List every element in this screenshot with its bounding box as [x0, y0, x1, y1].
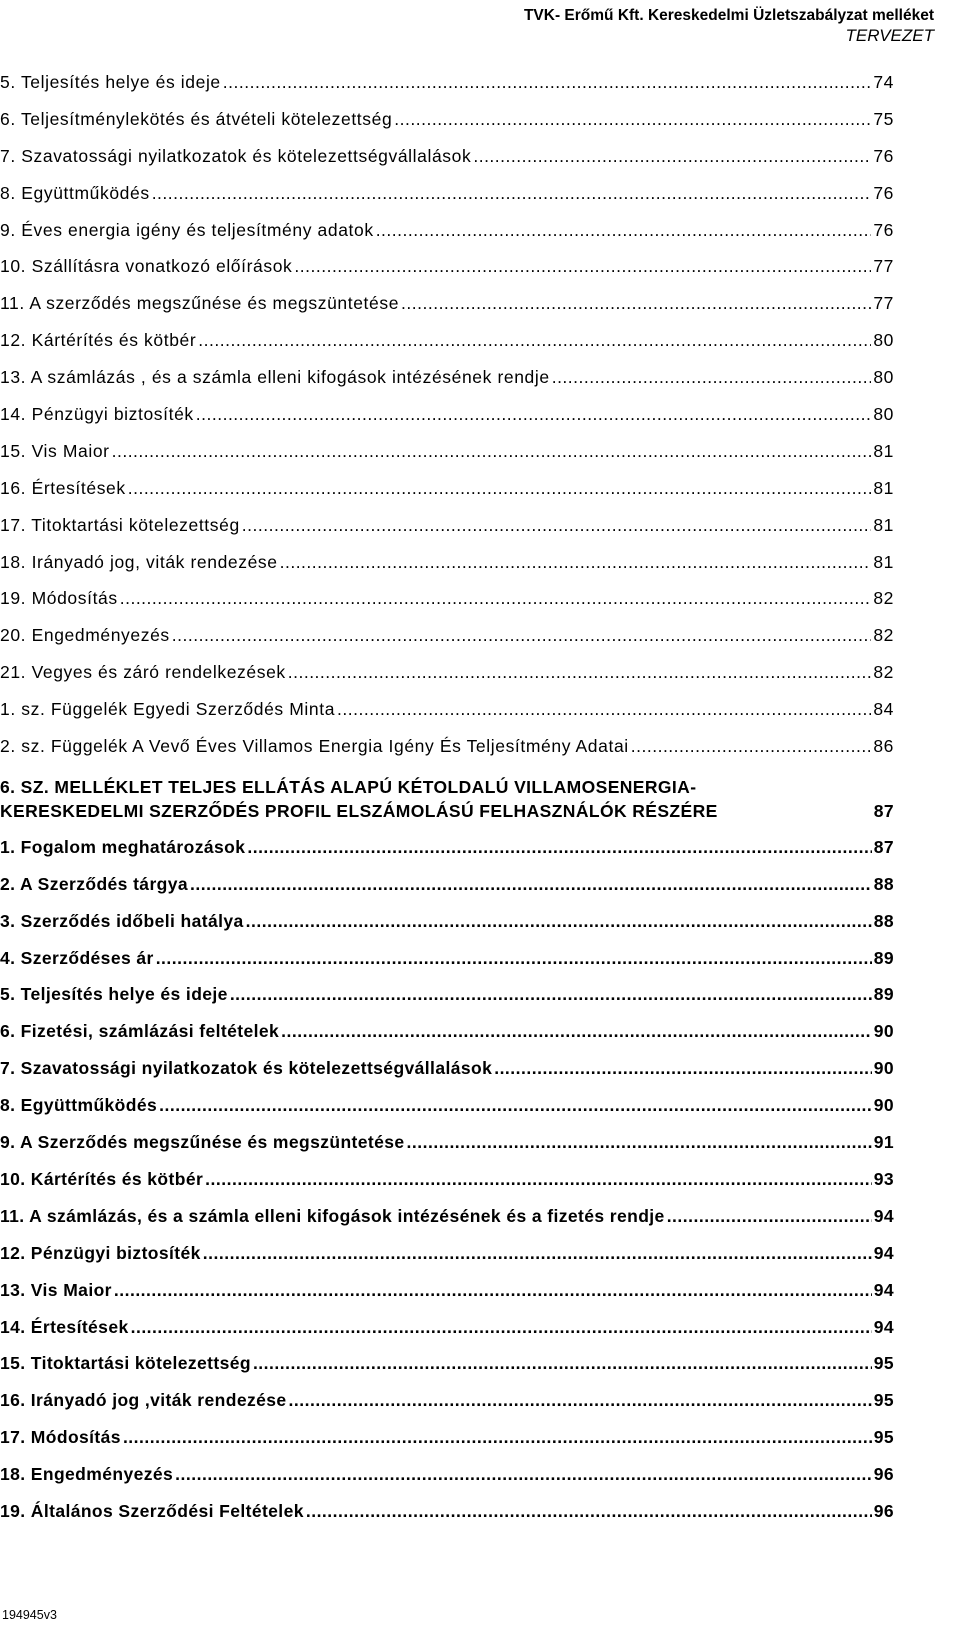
toc-entry-title: 19. Általános Szerződési Feltételek	[0, 1500, 304, 1521]
dot-leader	[159, 1095, 872, 1116]
dot-leader	[552, 367, 872, 388]
dot-leader	[131, 1317, 872, 1338]
toc-entry-title: 4. Szerződéses ár	[0, 947, 154, 968]
toc-entry-title: 5. Teljesítés helye és ideje	[0, 984, 228, 1005]
toc-entry-title: 18. Engedményezés	[0, 1464, 174, 1485]
toc-entry-page: 80	[873, 367, 894, 388]
dot-leader	[120, 588, 872, 609]
table-of-contents	[0, 72, 894, 1538]
dot-leader	[190, 874, 872, 895]
toc-entry[interactable]	[0, 1206, 894, 1243]
toc-entry-page: 82	[873, 625, 894, 646]
toc-entry[interactable]	[0, 1390, 894, 1427]
dot-leader	[294, 256, 871, 277]
toc-entry-title: 7. Szavatossági nyilatkozatok és kötelezettségvállalások	[0, 145, 472, 166]
toc-entry-page: 94	[873, 1316, 894, 1337]
toc-entry[interactable]	[0, 293, 894, 330]
dot-leader	[196, 404, 872, 425]
toc-entry-title: 14. Értesítések	[0, 1316, 129, 1337]
toc-entry-title: 6. Fizetési, számlázási feltételek	[0, 1021, 280, 1042]
toc-entry-title: 1. Fogalom meghatározások	[0, 836, 246, 857]
dot-leader	[198, 330, 871, 351]
toc-entry-page: 89	[873, 947, 894, 968]
toc-entry-title: 18. Irányadó jog, viták rendezése	[0, 551, 278, 572]
toc-entry-title: 2. sz. Függelék A Vevő Éves Villamos Energia Igény És Teljesítmény Adatai	[0, 736, 629, 757]
toc-entry-title: 6. Teljesítménylekötés és átvételi kötelezettség	[0, 108, 393, 129]
toc-entry-page: 94	[873, 1279, 894, 1300]
toc-entry[interactable]	[0, 146, 894, 183]
toc-entry-title: 13. A számlázás , és a számla elleni kifogások intézésének rendje	[0, 367, 550, 388]
dot-leader	[289, 1390, 872, 1411]
toc-entry-page: 74	[873, 72, 894, 92]
dot-leader	[246, 911, 872, 932]
toc-entry-page: 84	[873, 699, 894, 720]
toc-section-b	[0, 837, 894, 1538]
dot-leader	[128, 478, 872, 499]
toc-entry[interactable]	[0, 109, 894, 146]
dot-leader	[152, 183, 872, 204]
toc-entry-title: 15. Vis Maior	[0, 440, 110, 461]
toc-entry-title: 1. sz. Függelék Egyedi Szerződés Minta	[0, 699, 336, 720]
toc-entry-page: 77	[873, 293, 894, 314]
toc-entry[interactable]	[0, 1095, 894, 1132]
toc-entry[interactable]	[0, 1021, 894, 1058]
dot-leader	[280, 552, 872, 573]
toc-entry-title: 2. A Szerződés tárgya	[0, 873, 189, 894]
toc-entry-page: 90	[873, 1095, 894, 1116]
toc-annex-heading[interactable]	[0, 773, 894, 837]
annex-title-line2: KERESKEDELMI SZERZŐDÉS PROFIL ELSZÁMOLÁSÚ FELHASZNÁLÓK RÉSZÉRE	[0, 800, 718, 821]
page-header	[524, 6, 934, 47]
toc-entry-page: 90	[873, 1021, 894, 1042]
toc-entry[interactable]	[0, 1317, 894, 1354]
dot-leader	[175, 1464, 872, 1485]
dot-leader	[156, 948, 872, 969]
toc-entry[interactable]	[0, 478, 894, 515]
toc-entry[interactable]	[0, 948, 894, 985]
toc-entry-page: 82	[873, 588, 894, 609]
dot-leader	[172, 625, 872, 646]
toc-entry-page: 81	[873, 477, 894, 498]
toc-entry-page: 90	[873, 1058, 894, 1079]
dot-leader	[667, 1206, 872, 1227]
toc-entry-page: 76	[873, 182, 894, 203]
toc-entry[interactable]	[0, 1280, 894, 1317]
annex-page-number: 87	[873, 800, 894, 821]
toc-entry-title: 9. Éves energia igény és teljesítmény adatok	[0, 219, 374, 240]
dot-leader	[114, 1280, 872, 1301]
toc-entry-page: 93	[873, 1168, 894, 1189]
toc-entry[interactable]	[0, 515, 894, 552]
toc-entry-title: 17. Módosítás	[0, 1427, 121, 1448]
toc-entry[interactable]	[0, 1427, 894, 1464]
toc-entry[interactable]	[0, 220, 894, 257]
toc-entry[interactable]	[0, 874, 894, 911]
toc-entry-page: 80	[873, 330, 894, 351]
toc-entry-page: 77	[873, 256, 894, 277]
toc-entry-page: 76	[873, 219, 894, 240]
toc-entry-title: 12. Pénzügyi biztosíték	[0, 1242, 201, 1263]
toc-entry-title: 9. A Szerződés megszűnése és megszüntetése	[0, 1132, 405, 1153]
toc-entry[interactable]	[0, 183, 894, 220]
toc-entry[interactable]	[0, 1058, 894, 1095]
toc-entry-title: 16. Irányadó jog ,viták rendezése	[0, 1390, 287, 1411]
toc-entry[interactable]	[0, 699, 894, 736]
dot-leader	[288, 662, 872, 683]
toc-entry[interactable]	[0, 72, 894, 109]
toc-section-a	[0, 72, 894, 773]
toc-entry-page: 96	[873, 1464, 894, 1485]
toc-entry-page: 76	[873, 145, 894, 166]
header-title: TVK- Erőmű Kft. Kereskedelmi Üzletszabályzat melléket	[523, 7, 934, 24]
toc-entry[interactable]	[0, 1132, 894, 1169]
toc-entry-page: 89	[873, 984, 894, 1005]
toc-entry[interactable]	[0, 1464, 894, 1501]
toc-entry[interactable]	[0, 984, 894, 1021]
toc-entry-page: 80	[873, 404, 894, 425]
toc-entry-page: 95	[873, 1427, 894, 1448]
toc-entry-title: 17. Titoktartási kötelezettség	[0, 514, 240, 535]
toc-entry-page: 82	[873, 662, 894, 683]
toc-entry-title: 5. Teljesítés helye és ideje	[0, 72, 221, 92]
toc-entry-page: 81	[873, 551, 894, 572]
toc-entry-page: 81	[873, 514, 894, 535]
toc-entry[interactable]	[0, 1353, 894, 1390]
dot-leader	[306, 1501, 872, 1522]
toc-entry[interactable]	[0, 1501, 894, 1538]
toc-entry-title: 10. Kártérítés és kötbér	[0, 1168, 204, 1189]
header-draft-label: TERVEZET	[845, 26, 934, 45]
toc-entry[interactable]	[0, 367, 894, 404]
toc-entry[interactable]	[0, 837, 894, 874]
dot-leader	[123, 1427, 872, 1448]
toc-entry[interactable]	[0, 404, 894, 441]
toc-entry-page: 88	[873, 910, 894, 931]
dot-leader	[394, 109, 871, 130]
toc-entry-title: 11. A számlázás, és a számla elleni kifogások intézésének és a fizetés rendje	[0, 1205, 665, 1226]
dot-leader	[473, 146, 871, 167]
toc-entry-title: 8. Együttműködés	[0, 182, 150, 203]
toc-entry-page: 86	[873, 736, 894, 757]
dot-leader	[401, 293, 871, 314]
dot-leader	[242, 515, 872, 536]
toc-entry[interactable]	[0, 441, 894, 478]
toc-entry[interactable]	[0, 911, 894, 948]
toc-entry-title: 8. Együttműködés	[0, 1095, 158, 1116]
toc-entry-title: 7. Szavatossági nyilatkozatok és kötelezettségvállalások	[0, 1058, 493, 1079]
toc-entry[interactable]	[0, 736, 894, 773]
toc-entry[interactable]	[0, 330, 894, 367]
toc-entry-page: 95	[873, 1353, 894, 1374]
toc-entry[interactable]	[0, 1169, 894, 1206]
dot-leader	[281, 1021, 872, 1042]
toc-entry[interactable]	[0, 1243, 894, 1280]
toc-entry-title: 19. Módosítás	[0, 588, 118, 609]
toc-entry-page: 94	[873, 1242, 894, 1263]
dot-leader	[337, 699, 871, 720]
document-id: 194945v3	[2, 1608, 57, 1622]
toc-entry[interactable]	[0, 625, 894, 662]
annex-title-line1: 6. SZ. MELLÉKLET TELJES ELLÁTÁS ALAPÚ KÉTOLDALÚ VILLAMOSENERGIA-	[0, 776, 697, 797]
toc-entry-page: 88	[873, 873, 894, 894]
dot-leader	[230, 984, 872, 1005]
toc-entry[interactable]	[0, 256, 894, 293]
toc-entry-page: 95	[873, 1390, 894, 1411]
toc-entry-title: 14. Pénzügyi biztosíték	[0, 404, 194, 425]
dot-leader	[247, 837, 871, 858]
toc-entry-page: 75	[873, 108, 894, 129]
toc-entry-title: 12. Kártérítés és kötbér	[0, 330, 197, 351]
toc-entry-title: 15. Titoktartási kötelezettség	[0, 1353, 251, 1374]
dot-leader	[631, 736, 872, 757]
toc-entry-title: 3. Szerződés időbeli hatálya	[0, 910, 244, 931]
toc-entry-title: 13. Vis Maior	[0, 1279, 112, 1300]
dot-leader	[203, 1243, 872, 1264]
toc-entry[interactable]	[0, 588, 894, 625]
toc-entry-title: 10. Szállításra vonatkozó előírások	[0, 256, 293, 277]
toc-entry-page: 81	[873, 440, 894, 461]
toc-entry-page: 87	[873, 836, 894, 857]
dot-leader	[223, 72, 872, 93]
dot-leader	[112, 441, 872, 462]
dot-leader	[205, 1169, 872, 1190]
toc-entry-title: 21. Vegyes és záró rendelkezések	[0, 662, 286, 683]
toc-entry-title: 20. Engedményezés	[0, 625, 170, 646]
toc-entry-page: 96	[873, 1500, 894, 1521]
toc-entry-title: 11. A szerződés megszűnése és megszüntetése	[0, 293, 400, 314]
dot-leader	[253, 1353, 872, 1374]
dot-leader	[494, 1058, 872, 1079]
toc-entry[interactable]	[0, 552, 894, 589]
toc-entry-title: 16. Értesítések	[0, 477, 126, 498]
dot-leader	[407, 1132, 872, 1153]
dot-leader	[376, 220, 872, 241]
toc-entry-page: 94	[873, 1205, 894, 1226]
toc-entry-page: 91	[873, 1132, 894, 1153]
toc-entry[interactable]	[0, 662, 894, 699]
